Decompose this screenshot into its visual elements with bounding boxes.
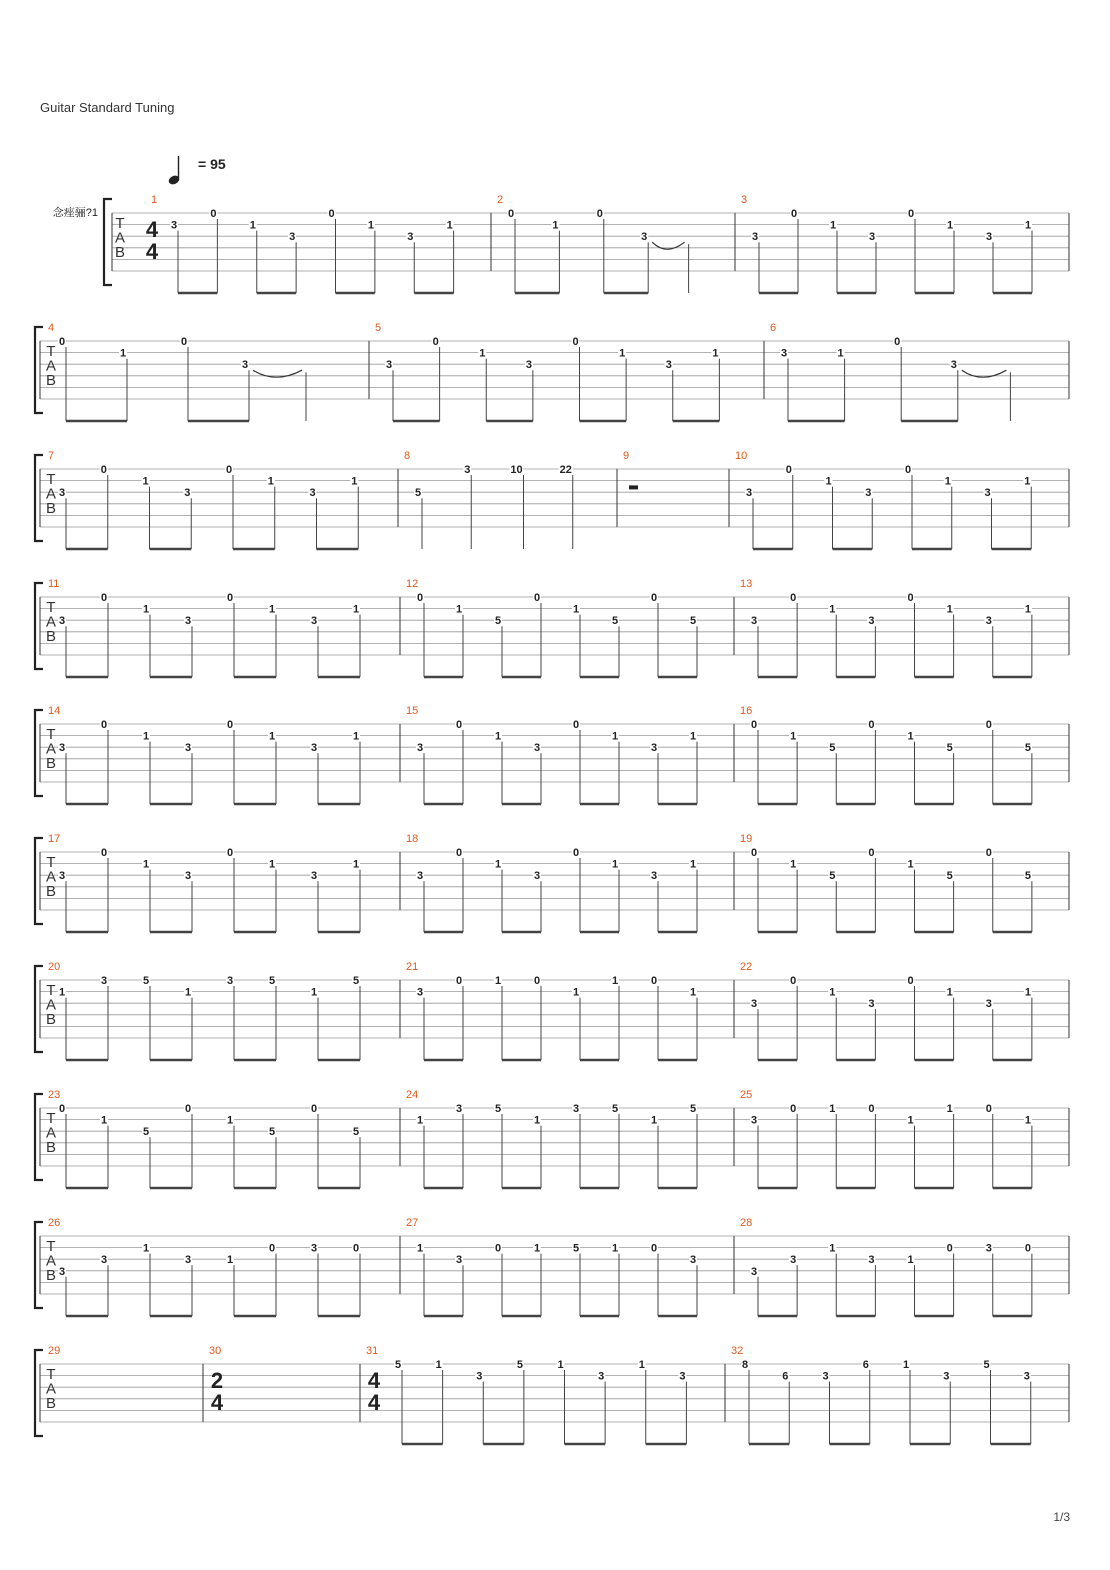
fret-number: 0 xyxy=(455,847,463,859)
fret-number: 3 xyxy=(689,1254,697,1267)
fret-number: 3 xyxy=(572,1103,580,1115)
fret-number: 3 xyxy=(58,870,66,883)
fret-number: 0 xyxy=(985,719,992,731)
fret-number: 1 xyxy=(455,603,463,616)
fret-number: 1 xyxy=(142,603,150,616)
track-name: 念痤骊?1 xyxy=(52,207,98,219)
tab-clef-letter: B xyxy=(45,372,57,389)
tab-clef-letter: A xyxy=(45,740,57,758)
fret-number: 0 xyxy=(533,975,541,987)
fret-number: 3 xyxy=(598,1370,605,1383)
measure-number: 1 xyxy=(151,194,158,206)
tab-clef-letter: A xyxy=(45,868,57,886)
fret-number: 1 xyxy=(310,986,318,999)
fret-number: 1 xyxy=(552,219,559,232)
fret-number: 3 xyxy=(170,219,178,232)
fret-number: 1 xyxy=(611,730,619,743)
tab-clef-letter: T xyxy=(46,854,56,871)
fret-number: 1 xyxy=(142,858,150,871)
fret-number: 0 xyxy=(985,847,992,859)
fret-number: 3 xyxy=(943,1370,950,1383)
fret-number: 1 xyxy=(650,1114,658,1127)
fret-number: 1 xyxy=(142,730,150,743)
fret-number: 1 xyxy=(689,986,697,999)
fret-number: 1 xyxy=(557,1359,564,1371)
tab-clef-letter: T xyxy=(46,1238,56,1255)
fret-number: 3 xyxy=(650,870,658,883)
fret-number: 3 xyxy=(650,742,658,755)
fret-number: 0 xyxy=(226,847,234,859)
system-bracket xyxy=(35,966,43,1052)
fret-number: 1 xyxy=(946,1103,953,1115)
fret-number: 1 xyxy=(119,347,127,360)
fret-number: 1 xyxy=(1024,986,1031,999)
fret-number: 1 xyxy=(352,603,360,616)
fret-number: 3 xyxy=(868,998,875,1011)
tab-clef-letter: A xyxy=(45,485,57,503)
measure-number: 10 xyxy=(735,450,748,462)
fret-number: 0 xyxy=(268,1242,276,1255)
tab-clef-letter: T xyxy=(115,215,125,232)
fret-number: 5 xyxy=(611,615,619,628)
tab-clef-letter: T xyxy=(46,726,56,743)
fret-number: 5 xyxy=(142,1126,150,1139)
fret-number: 3 xyxy=(455,1254,463,1267)
measure-number: 17 xyxy=(48,833,61,845)
fret-number: 0 xyxy=(184,1103,192,1115)
fret-number: 3 xyxy=(58,742,66,755)
tab-clef-letter: B xyxy=(45,1139,57,1156)
fret-number: 1 xyxy=(837,347,844,360)
fret-number: 0 xyxy=(868,1103,875,1115)
measure-number: 18 xyxy=(406,833,419,845)
fret-number: 5 xyxy=(689,615,697,628)
fret-number: 5 xyxy=(352,975,360,987)
fret-number: 1 xyxy=(907,730,914,743)
fret-number: 1 xyxy=(268,730,276,743)
fret-number: 3 xyxy=(455,1103,463,1115)
tab-clef-letter: T xyxy=(46,471,56,488)
fret-number: 1 xyxy=(946,986,953,999)
fret-number: 1 xyxy=(58,986,66,999)
measure-number: 27 xyxy=(406,1217,419,1229)
system-bracket xyxy=(35,327,43,413)
fret-number: 1 xyxy=(829,603,836,616)
fret-number: 0 xyxy=(750,847,758,859)
fret-number: 1 xyxy=(790,730,797,743)
whole-rest xyxy=(629,485,638,489)
fret-number: 0 xyxy=(572,719,580,731)
tab-clef-letter: B xyxy=(114,244,126,261)
fret-number: 1 xyxy=(572,986,580,999)
tab-clef-letter: A xyxy=(45,613,57,631)
measure-number: 22 xyxy=(740,961,753,973)
fret-number: 3 xyxy=(950,359,957,372)
fret-number: 0 xyxy=(904,464,912,476)
fret-number: 3 xyxy=(985,1242,992,1255)
measure-number: 32 xyxy=(731,1345,744,1357)
time-signature-numerator: 4 xyxy=(145,217,159,242)
fret-number: 0 xyxy=(226,592,234,604)
fret-number: 1 xyxy=(267,475,274,488)
fret-number: 1 xyxy=(226,1254,234,1267)
tab-clef-letter: B xyxy=(45,755,57,772)
fret-number: 3 xyxy=(984,487,991,500)
tab-clef-letter: T xyxy=(46,1110,56,1127)
fret-number: 0 xyxy=(100,592,108,604)
fret-number: 1 xyxy=(611,858,619,871)
fret-number: 3 xyxy=(58,1265,66,1278)
fret-number: 0 xyxy=(894,336,901,348)
fret-number: 0 xyxy=(946,1242,953,1255)
fret-number: 0 xyxy=(455,975,463,987)
fret-number: 10 xyxy=(510,464,523,476)
fret-number: 3 xyxy=(184,742,192,755)
measure-number: 14 xyxy=(48,705,61,717)
measure-number: 4 xyxy=(48,322,55,334)
fret-number: 0 xyxy=(790,592,797,604)
fret-number: 1 xyxy=(367,219,374,232)
measure-number: 15 xyxy=(406,705,419,717)
fret-number: 1 xyxy=(142,475,149,488)
fret-number: 3 xyxy=(184,1254,192,1267)
fret-number: 3 xyxy=(58,487,66,500)
fret-number: 0 xyxy=(907,208,915,220)
fret-number: 1 xyxy=(416,1242,424,1255)
fret-number: 1 xyxy=(1024,219,1032,232)
fret-number: 3 xyxy=(533,742,541,755)
fret-number: 3 xyxy=(780,347,788,360)
fret-number: 3 xyxy=(679,1370,686,1383)
fret-number: 3 xyxy=(289,231,296,244)
fret-number: 1 xyxy=(352,858,360,871)
fret-number: 5 xyxy=(983,1359,990,1371)
fret-number: 0 xyxy=(785,464,792,476)
fret-number: 1 xyxy=(268,603,276,616)
fret-number: 3 xyxy=(184,615,192,628)
fret-number: 3 xyxy=(750,1265,758,1278)
time-signature-denominator: 4 xyxy=(210,1390,224,1415)
fret-number: 3 xyxy=(464,464,471,476)
tab-clef-letter: T xyxy=(46,599,56,616)
fret-number: 3 xyxy=(525,359,532,372)
fret-number: 1 xyxy=(944,475,951,488)
fret-number: 3 xyxy=(416,742,424,755)
tab-clef-letter: A xyxy=(45,1252,57,1270)
measure-number: 31 xyxy=(366,1345,379,1357)
system-bracket xyxy=(35,838,43,924)
fret-number: 3 xyxy=(416,870,424,883)
fret-number: 3 xyxy=(985,998,992,1011)
fret-number: 3 xyxy=(407,231,414,244)
fret-number: 3 xyxy=(58,615,66,628)
measure-number: 21 xyxy=(406,961,419,973)
fret-number: 5 xyxy=(494,615,502,628)
fret-number: 0 xyxy=(572,336,579,348)
fret-number: 0 xyxy=(907,592,914,604)
fret-number: 5 xyxy=(352,1126,360,1139)
fret-number: 1 xyxy=(533,1114,541,1127)
fret-number: 1 xyxy=(226,1114,234,1127)
fret-number: 0 xyxy=(58,336,66,348)
fret-number: 3 xyxy=(184,870,192,883)
fret-number: 1 xyxy=(268,858,276,871)
fret-number: 1 xyxy=(572,603,580,616)
fret-number: 0 xyxy=(533,592,541,604)
tab-clef-letter: T xyxy=(46,982,56,999)
fret-number: 0 xyxy=(352,1242,360,1255)
fret-number: 3 xyxy=(226,975,234,987)
fret-number: 0 xyxy=(650,1242,658,1255)
fret-number: 0 xyxy=(790,975,797,987)
time-signature-denominator: 4 xyxy=(367,1390,381,1415)
system-bracket xyxy=(104,199,112,285)
fret-number: 0 xyxy=(494,1242,502,1255)
fret-number: 0 xyxy=(226,719,234,731)
fret-number: 3 xyxy=(790,1254,797,1267)
tab-clef-letter: A xyxy=(45,1124,57,1142)
fret-number: 1 xyxy=(619,347,626,360)
fret-number: 1 xyxy=(184,986,192,999)
tab-clef-letter: A xyxy=(45,357,57,375)
fret-number: 1 xyxy=(479,347,486,360)
fret-number: 0 xyxy=(58,1103,66,1115)
fret-number: 1 xyxy=(946,219,954,232)
fret-number: 5 xyxy=(572,1242,580,1255)
fret-number: 5 xyxy=(1024,742,1031,755)
fret-number: 3 xyxy=(241,359,249,372)
fret-number: 0 xyxy=(455,719,463,731)
tab-clef-letter: A xyxy=(45,1380,57,1398)
fret-number: 3 xyxy=(868,231,876,244)
tab-clef-letter: A xyxy=(114,229,126,247)
fret-number: 3 xyxy=(750,615,758,628)
tab-clef-letter: B xyxy=(45,883,57,900)
measure-number: 13 xyxy=(740,578,753,590)
measure-number: 3 xyxy=(741,194,748,206)
fret-number: 6 xyxy=(862,1359,869,1371)
fret-number: 3 xyxy=(865,487,872,500)
measure-number: 24 xyxy=(406,1089,419,1101)
fret-number: 3 xyxy=(1023,1370,1030,1383)
fret-number: 1 xyxy=(435,1359,442,1371)
fret-number: 1 xyxy=(712,347,719,360)
fret-number: 3 xyxy=(750,998,758,1011)
fret-number: 1 xyxy=(689,858,697,871)
system-bracket xyxy=(35,710,43,796)
fret-number: 1 xyxy=(494,858,502,871)
fret-number: 0 xyxy=(750,719,758,731)
measure-number: 8 xyxy=(404,450,411,462)
fret-number: 3 xyxy=(309,487,316,500)
fret-number: 0 xyxy=(790,1103,797,1115)
tab-clef-letter: B xyxy=(45,1395,57,1412)
measure-number: 12 xyxy=(406,578,419,590)
tab-clef-letter: T xyxy=(46,343,56,360)
fret-number: 5 xyxy=(268,975,276,987)
fret-number: 0 xyxy=(100,464,107,476)
fret-number: 3 xyxy=(533,870,541,883)
fret-number: 5 xyxy=(142,975,150,987)
fret-number: 6 xyxy=(782,1370,789,1383)
measure-number: 11 xyxy=(48,578,60,590)
fret-number: 3 xyxy=(476,1370,483,1383)
fret-number: 0 xyxy=(432,336,439,348)
system-bracket xyxy=(35,583,43,669)
fret-number: 5 xyxy=(1024,870,1031,883)
measure-number: 2 xyxy=(497,194,504,206)
fret-number: 0 xyxy=(328,208,335,220)
measure-number: 20 xyxy=(48,961,61,973)
fret-number: 0 xyxy=(907,975,914,987)
system-bracket xyxy=(35,1222,43,1308)
fret-number: 1 xyxy=(249,219,256,232)
fret-number: 0 xyxy=(210,208,217,220)
fret-number: 0 xyxy=(985,1103,992,1115)
fret-number: 1 xyxy=(829,1103,836,1115)
system-bracket xyxy=(35,455,43,541)
measure-number: 6 xyxy=(770,322,777,334)
fret-number: 1 xyxy=(351,475,358,488)
measure-number: 28 xyxy=(740,1217,753,1229)
fret-number: 1 xyxy=(689,730,697,743)
fret-number: 5 xyxy=(829,742,836,755)
fret-number: 0 xyxy=(572,847,580,859)
fret-number: 1 xyxy=(142,1242,150,1255)
fret-number: 1 xyxy=(825,475,832,488)
tuning-label: Guitar Standard Tuning xyxy=(40,100,175,115)
time-signature-numerator: 2 xyxy=(210,1368,224,1393)
fret-number: 0 xyxy=(225,464,233,476)
fret-number: 3 xyxy=(310,870,318,883)
fret-number: 1 xyxy=(907,858,914,871)
fret-number: 3 xyxy=(750,1114,758,1127)
fret-number: 1 xyxy=(533,1242,541,1255)
fret-number: 1 xyxy=(902,1359,910,1371)
measure-number: 29 xyxy=(48,1345,61,1357)
fret-number: 1 xyxy=(907,1114,914,1127)
fret-number: 1 xyxy=(494,730,502,743)
fret-number: 0 xyxy=(790,208,798,220)
fret-number: 5 xyxy=(829,870,836,883)
time-signature-denominator: 4 xyxy=(145,239,159,264)
fret-number: 5 xyxy=(516,1359,523,1371)
fret-number: 5 xyxy=(414,487,422,500)
fret-number: 5 xyxy=(268,1126,276,1139)
fret-number: 0 xyxy=(507,208,515,220)
fret-number: 5 xyxy=(946,742,953,755)
measure-number: 26 xyxy=(48,1217,61,1229)
fret-number: 1 xyxy=(1024,603,1031,616)
measure-number: 30 xyxy=(209,1345,222,1357)
measure-number: 16 xyxy=(740,705,753,717)
measure-number: 25 xyxy=(740,1089,753,1101)
fret-number: 3 xyxy=(665,359,672,372)
tab-clef-letter: B xyxy=(45,1267,57,1284)
fret-number: 3 xyxy=(751,231,759,244)
fret-number: 1 xyxy=(611,975,619,987)
system-bracket xyxy=(35,1350,43,1436)
fret-number: 1 xyxy=(907,1254,914,1267)
fret-number: 3 xyxy=(868,615,875,628)
fret-number: 8 xyxy=(741,1359,749,1371)
fret-number: 3 xyxy=(310,742,318,755)
fret-number: 0 xyxy=(1024,1242,1031,1255)
fret-number: 5 xyxy=(946,870,953,883)
fret-number: 0 xyxy=(180,336,188,348)
fret-number: 3 xyxy=(985,615,992,628)
fret-number: 1 xyxy=(1024,475,1031,488)
fret-number: 1 xyxy=(829,219,837,232)
time-signature-numerator: 4 xyxy=(367,1368,381,1393)
fret-number: 1 xyxy=(611,1242,619,1255)
tab-clef-letter: B xyxy=(45,500,57,517)
fret-number: 1 xyxy=(790,858,797,871)
fret-number: 3 xyxy=(985,231,993,244)
system-bracket xyxy=(35,1094,43,1180)
fret-number: 3 xyxy=(310,1242,318,1255)
fret-number: 3 xyxy=(184,487,191,500)
fret-number: 0 xyxy=(650,592,658,604)
fret-number: 1 xyxy=(829,986,836,999)
fret-number: 0 xyxy=(416,592,424,604)
fret-number: 1 xyxy=(638,1359,645,1371)
fret-number: 3 xyxy=(641,231,648,244)
fret-number: 0 xyxy=(868,847,875,859)
fret-number: 1 xyxy=(446,219,453,232)
fret-number: 0 xyxy=(100,719,108,731)
tab-clef-letter: T xyxy=(46,1366,56,1383)
fret-number: 5 xyxy=(689,1103,697,1115)
fret-number: 1 xyxy=(1024,1114,1031,1127)
tempo-value: = 95 xyxy=(198,156,226,172)
measure-number: 5 xyxy=(375,322,382,334)
fret-number: 3 xyxy=(745,487,753,500)
fret-number: 3 xyxy=(868,1254,875,1267)
fret-number: 1 xyxy=(100,1114,108,1127)
fret-number: 1 xyxy=(352,730,360,743)
fret-number: 1 xyxy=(946,603,953,616)
fret-number: 5 xyxy=(494,1103,502,1115)
fret-number: 3 xyxy=(822,1370,829,1383)
measure-number: 7 xyxy=(48,450,55,462)
fret-number: 5 xyxy=(611,1103,619,1115)
fret-number: 0 xyxy=(868,719,875,731)
fret-number: 1 xyxy=(494,975,502,987)
fret-number: 3 xyxy=(385,359,393,372)
fret-number: 0 xyxy=(310,1103,318,1115)
fret-number: 1 xyxy=(416,1114,424,1127)
fret-number: 1 xyxy=(829,1242,836,1255)
page-number: 1/3 xyxy=(1053,1510,1070,1524)
tab-clef-letter: B xyxy=(45,628,57,645)
tab-clef-letter: A xyxy=(45,996,57,1014)
measure-number: 9 xyxy=(623,450,630,462)
measure-number: 23 xyxy=(48,1089,61,1101)
fret-number: 5 xyxy=(394,1359,402,1371)
fret-number: 0 xyxy=(650,975,658,987)
measure-number: 19 xyxy=(740,833,753,845)
tab-clef-letter: B xyxy=(45,1011,57,1028)
fret-number: 0 xyxy=(100,847,108,859)
fret-number: 0 xyxy=(596,208,603,220)
fret-number: 3 xyxy=(100,1254,108,1267)
fret-number: 3 xyxy=(416,986,424,999)
fret-number: 3 xyxy=(100,975,108,987)
fret-number: 3 xyxy=(310,615,318,628)
fret-number: 22 xyxy=(559,464,572,476)
